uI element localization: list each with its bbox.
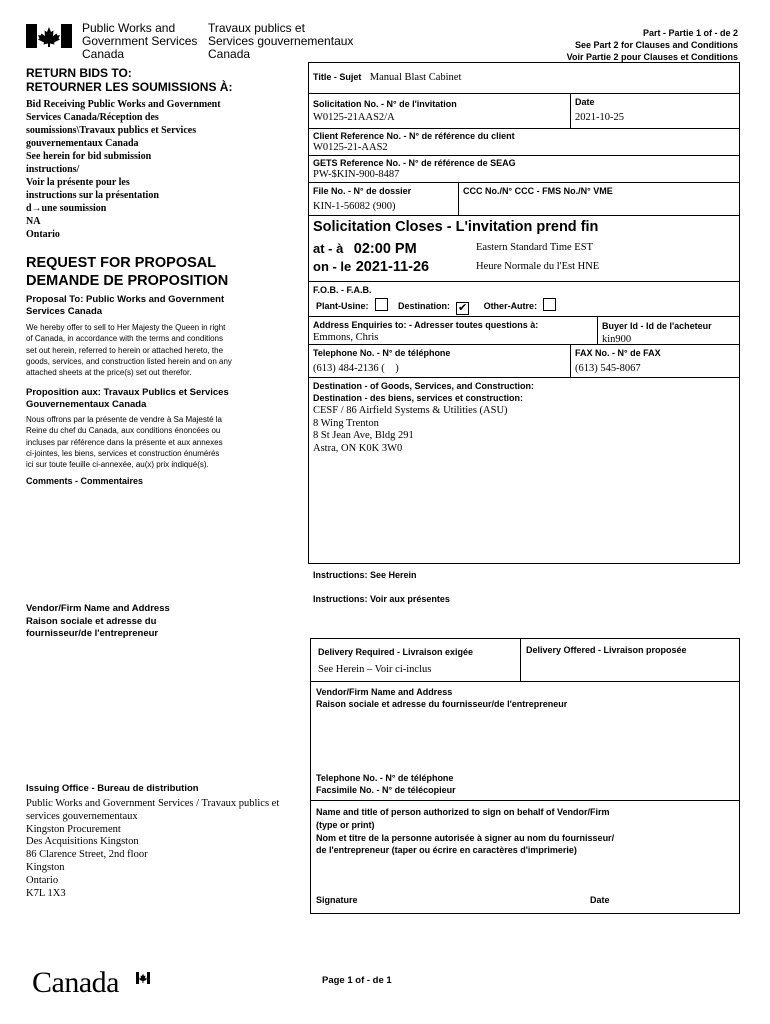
wordmark-flag-icon bbox=[136, 972, 150, 984]
solicitation-label: Solicitation No. - N° de l'invitation bbox=[313, 99, 457, 109]
date-label: Date bbox=[575, 97, 595, 107]
vendor-name-label: Vendor/Firm Name and Address Raison sociale et adresse du fournisseur/de l'entrepreneur bbox=[316, 687, 568, 709]
telephone-value: (613) 484-2136 ( ) bbox=[313, 363, 399, 374]
file-label: File No. - N° de dossier bbox=[313, 186, 412, 196]
date-value: 2021-10-25 bbox=[575, 112, 624, 123]
gets-label: GETS Reference No. - N° de référence de SEAG bbox=[313, 158, 516, 168]
gets-value: PW-$KIN-900-8487 bbox=[313, 169, 400, 180]
issuing-office-address: Public Works and Government Services / Travaux publics et services gouvernementaux Kingston Procurement Des Acquisitions Kingston 86 Clarence Street, 2nd floor Kingston Ontario K7L 1X3 bbox=[26, 798, 280, 899]
authorized-signer-label: Name and title of person authorized to sign on behalf of Vendor/Firm (type or print) Nom et titre de la personne autorisée à signer au nom du fournisseur/ de l'entrepreneur (taper ou écrire en caractères d'imprimerie) bbox=[316, 807, 615, 856]
buyer-label: Buyer Id - Id de l'acheteur bbox=[602, 321, 712, 331]
title-field: Title - Sujet Manual Blast Cabinet bbox=[313, 72, 462, 83]
part-indicator: Part - Partie 1 of - de 2 See Part 2 for Clauses and Conditions Voir Partie 2 pour Clauses et Conditions bbox=[566, 28, 738, 62]
telephone-label: Telephone No. - N° de téléphone bbox=[313, 348, 451, 358]
enquiries-label: Address Enquiries to: - Adresser toutes questions à: bbox=[313, 320, 539, 330]
rfp-title: REQUEST FOR PROPOSAL DEMANDE DE PROPOSITION bbox=[26, 255, 229, 289]
destination-address: CESF / 86 Airfield Systems & Utilities (ASU) 8 Wing Trenton 8 St Jean Ave, Bldg 291 Astra, ON K0K 3W0 bbox=[313, 405, 508, 454]
fob-options: Plant-Usine: Destination: ✔ Other-Autre: bbox=[316, 298, 556, 315]
return-bids-title: RETURN BIDS TO: RETOURNER LES SOUMISSIONS À: bbox=[26, 66, 233, 94]
fax-value: (613) 545-8067 bbox=[575, 363, 641, 374]
delivery-required-value: See Herein – Voir ci-inclus bbox=[318, 664, 432, 675]
fob-label: F.O.B. - F.A.B. bbox=[313, 285, 372, 295]
file-value: KIN-1-56082 (900) bbox=[313, 201, 396, 212]
buyer-value: kin900 bbox=[602, 334, 632, 345]
canada-flag-icon bbox=[26, 24, 72, 48]
signature-date-label: Date bbox=[590, 895, 610, 905]
closing-date: on - le 2021-11-26 bbox=[313, 259, 430, 275]
timezone-en: Eastern Standard Time EST bbox=[476, 242, 593, 253]
instructions-fr: Instructions: Voir aux présentes bbox=[313, 594, 450, 604]
enquiries-value: Emmons, Chris bbox=[313, 332, 379, 343]
proposal-to: Proposal To: Public Works and Government Services Canada bbox=[26, 294, 225, 317]
client-ref-value: W0125-21-AAS2 bbox=[313, 142, 388, 153]
destination-label: Destination - of Goods, Services, and Construction: Destination - des biens, services et construction: bbox=[313, 381, 535, 403]
solicitation-value: W0125-21AAS2/A bbox=[313, 112, 395, 123]
signature-label: Signature bbox=[316, 895, 358, 905]
delivery-required-label: Delivery Required - Livraison exigée bbox=[318, 647, 474, 657]
other-checkbox[interactable] bbox=[543, 298, 556, 311]
timezone-fr: Heure Normale du l'Est HNE bbox=[476, 261, 600, 272]
department-name-en: Public Works and Government Services Canada bbox=[82, 21, 198, 61]
client-ref-label: Client Reference No. - N° de référence du client bbox=[313, 131, 515, 141]
offer-text-fr: Nous offrons par la présente de vendre à Sa Majesté la Reine du chef du Canada, aux conditions énoncées ou incluses par référence dans la présente et aux annexes ci-jointes, les biens, services et construction énumérés ici sur toute feuille ci-annexée, au(x) prix indiqué(s). bbox=[26, 415, 223, 470]
proposition-aux: Proposition aux: Travaux Publics et Services Gouvernementaux Canada bbox=[26, 387, 229, 410]
canada-wordmark: Canada bbox=[32, 966, 119, 1000]
page-number: Page 1 of - de 1 bbox=[322, 975, 392, 986]
plant-checkbox[interactable] bbox=[375, 298, 388, 311]
vendor-left-label: Vendor/Firm Name and Address Raison sociale et adresse du fournisseur/de l'entrepreneur bbox=[26, 603, 170, 639]
issuing-office-title: Issuing Office - Bureau de distribution bbox=[26, 783, 199, 794]
offer-text-en: We hereby offer to sell to Her Majesty the Queen in right of Canada, in accordance with the terms and conditions set out herein, referred to herein or attached hereto, the goods, services, and construction listed herein and on any attached sheets at the price(s) set out therefor. bbox=[26, 323, 232, 378]
ccc-label: CCC No./N° CCC - FMS No./N° VME bbox=[463, 186, 613, 196]
delivery-offered-label: Delivery Offered - Livraison proposée bbox=[526, 645, 687, 655]
destination-checkbox[interactable]: ✔ bbox=[457, 302, 468, 314]
instructions-en: Instructions: See Herein bbox=[313, 570, 417, 580]
fax-label: FAX No. - N° de FAX bbox=[575, 348, 661, 358]
vendor-contact-labels: Telephone No. - N° de téléphone Facsimile No. - N° de télécopieur bbox=[316, 773, 456, 795]
closing-time: at - à 02:00 PM bbox=[313, 241, 417, 257]
department-name-fr: Travaux publics et Services gouvernementaux Canada bbox=[208, 21, 354, 61]
comments-label: Comments - Commentaires bbox=[26, 476, 144, 486]
closes-title: Solicitation Closes - L'invitation prend fin bbox=[313, 219, 599, 235]
return-bids-address: Bid Receiving Public Works and Government Services Canada/Réception des soumissions\Travaux publics et Services gouvernementaux Canada See herein for bid submission instructions/ Voir la présente pour les instructions sur la présentation d→une soumission NA Ontario bbox=[26, 99, 221, 240]
